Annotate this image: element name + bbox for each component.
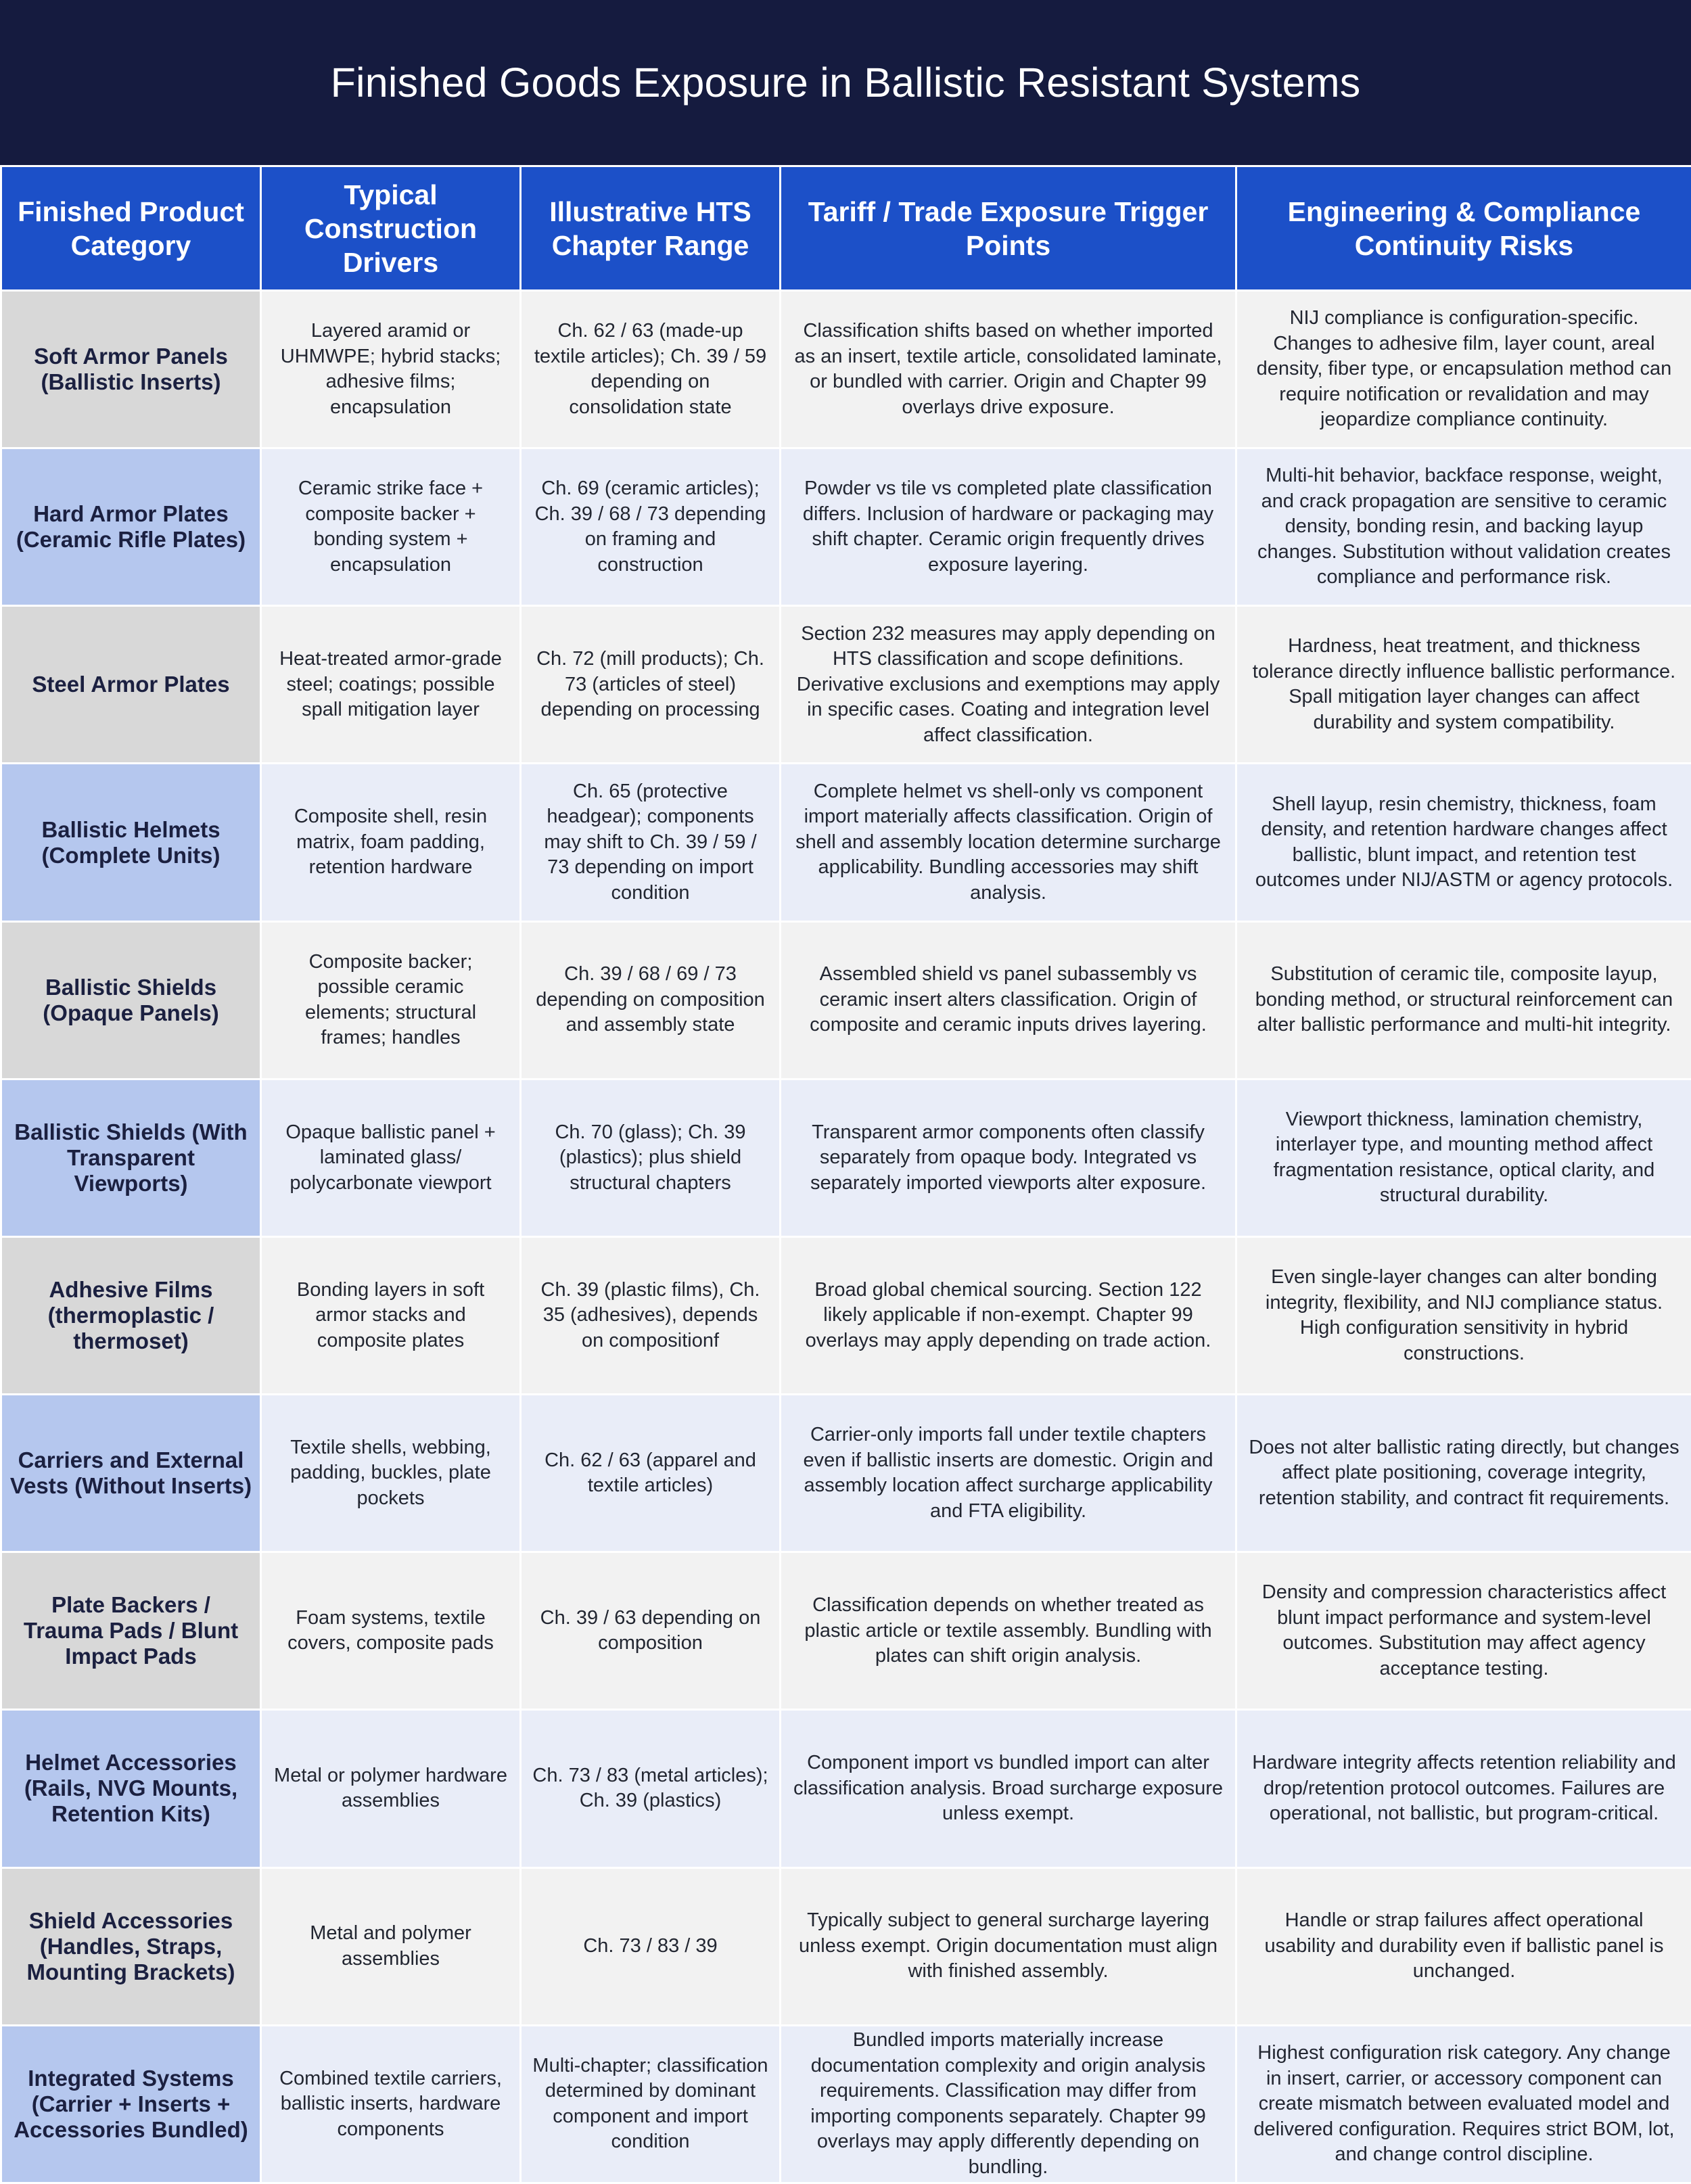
risks-cell: NIJ compliance is configuration-specific. Changes to adhesive film, layer count, areal density, fiber type, or encapsulation method can require notification or revalidation and may jeopardize compliance continuity.: [1236, 291, 1691, 448]
drivers-cell: Bonding layers in soft armor stacks and composite plates: [261, 1236, 521, 1394]
table-row: [1, 1710, 1691, 1867]
hts-cell: Ch. 39 / 68 / 69 / 73 depending on composition and assembly state: [521, 921, 781, 1079]
triggers-cell: Classification depends on whether treated as plastic article or textile assembly. Bundling with plates can shift origin analysis.: [781, 1552, 1236, 1710]
column-header-category: Finished Product Category: [1, 166, 261, 291]
column-header-drivers: Typical Construction Drivers: [261, 166, 521, 291]
triggers-cell: Broad global chemical sourcing. Section 122 likely applicable if non-exempt. Chapter 99 overlays may apply depending on trade action.: [781, 1236, 1236, 1394]
drivers-cell: Ceramic strike face + composite backer + bonding system + encapsulation: [261, 448, 521, 606]
triggers-cell: Typically subject to general surcharge layering unless exempt. Origin documentation must align with finished assembly.: [781, 1867, 1236, 2025]
category-cell: Ballistic Shields (Opaque Panels): [1, 921, 261, 1079]
category-cell: Carriers and External Vests (Without Inserts): [1, 1395, 261, 1552]
table-row: [1, 291, 1691, 448]
category-cell: Ballistic Shields (With Transparent Viewports): [1, 1079, 261, 1236]
risks-cell: Handle or strap failures affect operational usability and durability even if ballistic panel is unchanged.: [1236, 1867, 1691, 2025]
risks-cell: Shell layup, resin chemistry, thickness, foam density, and retention hardware changes affect ballistic, blunt impact, and retention test outcomes under NIJ/ASTM or agency protocols.: [1236, 764, 1691, 921]
category-cell: Steel Armor Plates: [1, 606, 261, 764]
page-title: Finished Goods Exposure in Ballistic Resistant Systems: [0, 0, 1691, 165]
category-cell: Hard Armor Plates (Ceramic Rifle Plates): [1, 448, 261, 606]
category-cell: Soft Armor Panels (Ballistic Inserts): [1, 291, 261, 448]
risks-cell: Hardness, heat treatment, and thickness tolerance directly influence ballistic performance. Spall mitigation layer changes can affect durability and system compatibility.: [1236, 606, 1691, 764]
risks-cell: Hardware integrity affects retention reliability and drop/retention protocol outcomes. Failures are operational, not ballistic, but program-critical.: [1236, 1710, 1691, 1867]
drivers-cell: Heat-treated armor-grade steel; coatings; possible spall mitigation layer: [261, 606, 521, 764]
drivers-cell: Combined textile carriers, ballistic inserts, hardware components: [261, 2025, 521, 2183]
column-header-risks: Engineering & Compliance Continuity Risks: [1236, 166, 1691, 291]
column-header-triggers: Tariff / Trade Exposure Trigger Points: [781, 166, 1236, 291]
risks-cell: Even single-layer changes can alter bonding integrity, flexibility, and NIJ compliance status. High configuration sensitivity in hybrid constructions.: [1236, 1236, 1691, 1394]
risks-cell: Multi-hit behavior, backface response, weight, and crack propagation are sensitive to ceramic density, bonding resin, and backing layup changes. Substitution without validation creates compliance and performance risk.: [1236, 448, 1691, 606]
category-cell: Adhesive Films (thermoplastic / thermoset): [1, 1236, 261, 1394]
drivers-cell: Opaque ballistic panel + laminated glass/ polycarbonate viewport: [261, 1079, 521, 1236]
table-row: [1, 764, 1691, 921]
hts-cell: Ch. 70 (glass); Ch. 39 (plastics); plus shield structural chapters: [521, 1079, 781, 1236]
category-cell: Integrated Systems (Carrier + Inserts + Accessories Bundled): [1, 2025, 261, 2183]
hts-cell: Ch. 62 / 63 (made-up textile articles); Ch. 39 / 59 depending on consolidation state: [521, 291, 781, 448]
table-row: [1, 1395, 1691, 1552]
triggers-cell: Bundled imports materially increase documentation complexity and origin analysis requirements. Classification may differ from importing components separately. Chapter 99 overlays may apply differently depending on bundling.: [781, 2025, 1236, 2183]
category-cell: Ballistic Helmets (Complete Units): [1, 764, 261, 921]
drivers-cell: Layered aramid or UHMWPE; hybrid stacks; adhesive films; encapsulation: [261, 291, 521, 448]
table-row: [1, 1079, 1691, 1236]
table-row: [1, 606, 1691, 764]
drivers-cell: Composite shell, resin matrix, foam padding, retention hardware: [261, 764, 521, 921]
drivers-cell: Composite backer; possible ceramic elements; structural frames; handles: [261, 921, 521, 1079]
table-row: [1, 1552, 1691, 1710]
hts-cell: Ch. 73 / 83 (metal articles); Ch. 39 (plastics): [521, 1710, 781, 1867]
hts-cell: Ch. 73 / 83 / 39: [521, 1867, 781, 2025]
table-header-row: [1, 166, 1691, 291]
drivers-cell: Foam systems, textile covers, composite pads: [261, 1552, 521, 1710]
hts-cell: Ch. 69 (ceramic articles); Ch. 39 / 68 / 73 depending on framing and construction: [521, 448, 781, 606]
hts-cell: Ch. 72 (mill products); Ch. 73 (articles of steel) depending on processing: [521, 606, 781, 764]
triggers-cell: Carrier-only imports fall under textile chapters even if ballistic inserts are domestic. Origin and assembly location affect surcharge applicability and FTA eligibility.: [781, 1395, 1236, 1552]
column-header-hts: Illustrative HTS Chapter Range: [521, 166, 781, 291]
hts-cell: Ch. 39 / 63 depending on composition: [521, 1552, 781, 1710]
risks-cell: Viewport thickness, lamination chemistry, interlayer type, and mounting method affect fragmentation resistance, optical clarity, and structural durability.: [1236, 1079, 1691, 1236]
triggers-cell: Section 232 measures may apply depending on HTS classification and scope definitions. Derivative exclusions and exemptions may apply in specific cases. Coating and integration level affect classification.: [781, 606, 1236, 764]
risks-cell: Substitution of ceramic tile, composite layup, bonding method, or structural reinforcement can alter ballistic performance and multi-hit integrity.: [1236, 921, 1691, 1079]
drivers-cell: Textile shells, webbing, padding, buckles, plate pockets: [261, 1395, 521, 1552]
category-cell: Helmet Accessories (Rails, NVG Mounts, Retention Kits): [1, 1710, 261, 1867]
table-row: [1, 448, 1691, 606]
hts-cell: Ch. 62 / 63 (apparel and textile articles): [521, 1395, 781, 1552]
risks-cell: Does not alter ballistic rating directly, but changes affect plate positioning, coverage integrity, retention stability, and contract fit requirements.: [1236, 1395, 1691, 1552]
hts-cell: Ch. 39 (plastic films), Ch. 35 (adhesives), depends on compositionf: [521, 1236, 781, 1394]
exposure-table: [0, 165, 1691, 2184]
hts-cell: Multi-chapter; classification determined by dominant component and import condition: [521, 2025, 781, 2183]
risks-cell: Highest configuration risk category. Any change in insert, carrier, or accessory component can create mismatch between evaluated model and delivered configuration. Requires strict BOM, lot, and change control discipline.: [1236, 2025, 1691, 2183]
drivers-cell: Metal or polymer hardware assemblies: [261, 1710, 521, 1867]
category-cell: Plate Backers / Trauma Pads / Blunt Impact Pads: [1, 1552, 261, 1710]
triggers-cell: Assembled shield vs panel subassembly vs ceramic insert alters classification. Origin of composite and ceramic inputs drives layering.: [781, 921, 1236, 1079]
table-row: [1, 921, 1691, 1079]
triggers-cell: Complete helmet vs shell-only vs component import materially affects classification. Origin of shell and assembly location determine surcharge applicability. Bundling accessories may shift analysis.: [781, 764, 1236, 921]
triggers-cell: Powder vs tile vs completed plate classification differs. Inclusion of hardware or packaging may shift chapter. Ceramic origin frequently drives exposure layering.: [781, 448, 1236, 606]
table-row: [1, 1236, 1691, 1394]
table-row: [1, 1867, 1691, 2025]
triggers-cell: Classification shifts based on whether imported as an insert, textile article, consolidated laminate, or bundled with carrier. Origin and Chapter 99 overlays drive exposure.: [781, 291, 1236, 448]
drivers-cell: Metal and polymer assemblies: [261, 1867, 521, 2025]
category-cell: Shield Accessories (Handles, Straps, Mounting Brackets): [1, 1867, 261, 2025]
triggers-cell: Transparent armor components often classify separately from opaque body. Integrated vs separately imported viewports alter exposure.: [781, 1079, 1236, 1236]
hts-cell: Ch. 65 (protective headgear); components may shift to Ch. 39 / 59 / 73 depending on import condition: [521, 764, 781, 921]
risks-cell: Density and compression characteristics affect blunt impact performance and system-level outcomes. Substitution may affect agency acceptance testing.: [1236, 1552, 1691, 1710]
table-row: [1, 2025, 1691, 2183]
triggers-cell: Component import vs bundled import can alter classification analysis. Broad surcharge exposure unless exempt.: [781, 1710, 1236, 1867]
